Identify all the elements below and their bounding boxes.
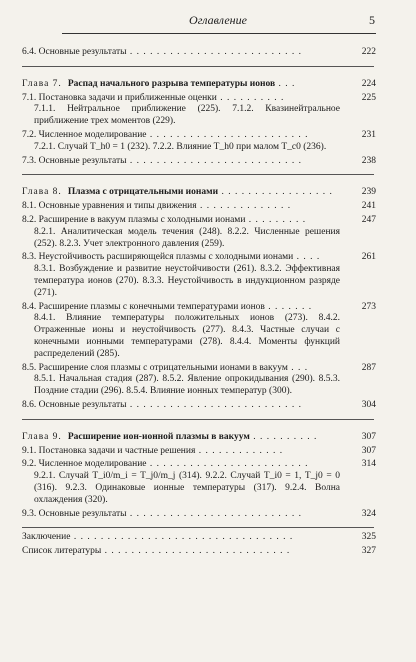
toc-section <box>22 47 374 59</box>
dot-leader: . . . . . . . . . . . . . . . . . . . . . . . . . . <box>126 155 303 166</box>
table-of-contents <box>22 45 374 558</box>
toc-page-number: 314 <box>361 459 376 470</box>
toc-page-number: 224 <box>361 78 376 89</box>
toc-title-text: 7.2. Численное моделирование <box>22 129 147 140</box>
dot-leader: . . . . . . . . . . <box>216 92 285 103</box>
toc-section <box>22 252 374 264</box>
page-header <box>62 13 374 31</box>
separator-rule <box>22 174 374 175</box>
header-title: Оглавление <box>189 13 247 27</box>
toc-page-number: 247 <box>361 214 376 225</box>
toc-title <box>22 446 374 458</box>
toc-subsections <box>22 471 374 506</box>
toc-page-number: 261 <box>361 252 376 263</box>
toc-title-text: 7.3. Основные результаты <box>22 155 127 166</box>
toc-subsections <box>22 374 374 398</box>
dot-leader: . . . . . . . . . . . . . . . . . <box>218 187 333 198</box>
toc-section <box>22 509 374 521</box>
toc-title <box>22 215 374 227</box>
toc-title-text: 8.3. Неустойчивость расширяющейся плазмы с холодными ионами <box>22 252 294 263</box>
separator-rule <box>22 419 374 420</box>
dot-leader: . . . <box>275 78 296 89</box>
toc-title <box>22 93 374 105</box>
toc-section <box>22 93 374 105</box>
toc-page-number: 222 <box>361 47 376 57</box>
toc-section <box>22 201 374 213</box>
toc-title <box>22 532 374 544</box>
toc-title <box>22 156 374 168</box>
toc-title-text: 9.3. Основные результаты <box>22 508 127 519</box>
chapter-number: Глава 9. <box>22 431 62 442</box>
toc-title <box>22 546 374 558</box>
toc-subsection-text: 8.3.1. Возбуждение и развитие неустойчивости (261). 8.3.2. Эффективная температура ионов (270). 8.3.3. Неустойчивость в индукционном разряде (271). <box>34 264 340 298</box>
dot-leader: . . . . . . . . . . <box>249 431 318 442</box>
toc-title-text: 9.1. Постановка задачи и частные решения <box>22 445 196 456</box>
toc-page-number: 324 <box>361 508 376 519</box>
toc-subsection-text: 7.1.1. Нейтральное приближение (225). 7.1.2. Квазинейтральное приближение трех моментов (229). <box>34 104 340 127</box>
chapter-number: Глава 8. <box>22 187 62 198</box>
toc-title <box>22 201 374 213</box>
toc-subsection-text: 8.2.1. Аналитическая модель течения (248). 8.2.2. Численные решения (252). 8.2.3. Учет электронного давления (259). <box>34 226 340 249</box>
toc-title <box>22 400 374 412</box>
toc-page-number: 225 <box>361 92 376 103</box>
toc-page-number: 327 <box>361 546 376 557</box>
dot-leader: . . . . . . . <box>264 301 313 312</box>
header-page-number: 5 <box>369 13 375 27</box>
toc-title <box>22 459 374 471</box>
toc-section <box>22 302 374 314</box>
toc-section <box>22 546 374 558</box>
toc-chapter <box>22 79 374 91</box>
toc-page-number: 307 <box>361 431 376 442</box>
toc-title <box>22 130 374 142</box>
toc-title <box>22 302 374 314</box>
toc-section <box>22 156 374 168</box>
toc-title <box>22 79 374 91</box>
toc-section <box>22 130 374 142</box>
toc-title-text: 9.2. Численное моделирование <box>22 459 147 470</box>
toc-page-number: 307 <box>361 445 376 456</box>
dot-leader: . . . . . . . . . . . . . . . . . . . . . . . . . . . . . . . . . <box>70 532 294 543</box>
toc-section <box>22 215 374 227</box>
dot-leader: . . . . . . . . . . . . . . . . . . . . . . . . . . <box>126 47 303 57</box>
toc-page-number: 304 <box>361 399 376 410</box>
toc-title-text: 6.4. Основные результаты <box>22 47 127 57</box>
toc-page-number: 325 <box>361 532 376 543</box>
toc-subsections <box>22 142 374 154</box>
toc-title <box>22 187 374 199</box>
dot-leader: . . . . . . . . . . . . . . . . . . . . . . . . . . <box>126 399 303 410</box>
toc-page-number: 231 <box>361 129 376 140</box>
dot-leader: . . . . . . . . . . . . . . . . . . . . . . . . <box>146 459 309 470</box>
toc-subsections <box>22 227 374 251</box>
toc-title-text: 7.1. Постановка задачи и приближенные оценки <box>22 92 217 103</box>
toc-title-text: Расширение ион-ионной плазмы в вакуум <box>67 431 250 442</box>
toc-chapter <box>22 187 374 199</box>
toc-title-text: Заключение <box>22 532 71 543</box>
toc-title-text: Распад начального разрыва температуры ионов <box>67 78 276 89</box>
toc-title-text: Плазма с отрицательными ионами <box>67 187 219 198</box>
toc-title-text: Список литературы <box>22 546 102 557</box>
toc-subsection-text: 9.2.1. Случай T_i0/m_i = T_j0/m_j (314). 9.2.2. Случай T_i0 = 1, T_j0 = 0 (316). 9.2.3. Одинаковые ионные температуры (317). 9.2.4. Волна охлаждения (320). <box>34 471 340 505</box>
toc-title <box>22 363 374 375</box>
dot-leader: . . . <box>287 362 309 373</box>
dot-leader: . . . . . . . . . . . . . . <box>196 201 292 212</box>
toc-title-text: 8.6. Основные результаты <box>22 399 127 410</box>
dot-leader: . . . . <box>293 252 321 263</box>
toc-page-number: 241 <box>361 201 376 212</box>
toc-page-number: 238 <box>361 155 376 166</box>
header-rule <box>62 33 376 34</box>
toc-subsections <box>22 264 374 299</box>
toc-page-number: 273 <box>361 301 376 312</box>
toc-section <box>22 363 374 375</box>
toc-chapter <box>22 432 374 444</box>
toc-title-text: 8.4. Расширение плазмы с конечными температурами ионов <box>22 301 265 312</box>
toc-section <box>22 400 374 412</box>
chapter-number: Глава 7. <box>22 78 62 89</box>
toc-subsections <box>22 313 374 360</box>
toc-subsections <box>22 104 374 128</box>
toc-section <box>22 446 374 458</box>
separator-rule <box>22 66 374 67</box>
toc-subsection-text: 8.4.1. Влияние температуры положительных ионов (273). 8.4.2. Отраженные ионы и неустойчивость (277). 8.4.3. Частные случаи с конечными ионными температурами (278). 8.4.4. Моменты функций распределений (285). <box>34 313 340 359</box>
toc-title <box>22 509 374 521</box>
toc-section <box>22 459 374 471</box>
toc-title <box>22 432 374 444</box>
toc-title <box>22 47 374 59</box>
toc-subsection-text: 7.2.1. Случай T_h0 = 1 (232). 7.2.2. Влияние T_h0 при малом T_c0 (236). <box>34 141 327 152</box>
dot-leader: . . . . . . . . . <box>245 214 307 225</box>
dot-leader: . . . . . . . . . . . . . <box>195 445 284 456</box>
toc-section <box>22 532 374 544</box>
separator-rule <box>22 527 374 528</box>
toc-title <box>22 252 374 264</box>
dot-leader: . . . . . . . . . . . . . . . . . . . . . . . . <box>146 129 309 140</box>
toc-page-number: 239 <box>361 187 376 198</box>
toc-title-text: 8.1. Основные уравнения и типы движения <box>22 201 197 212</box>
toc-title-text: 8.2. Расширение в вакуум плазмы с холодными ионами <box>22 214 246 225</box>
toc-title-text: 8.5. Расширение слоя плазмы с отрицательными ионами в вакуум <box>22 362 288 373</box>
dot-leader: . . . . . . . . . . . . . . . . . . . . . . . . . . <box>126 508 303 519</box>
dot-leader: . . . . . . . . . . . . . . . . . . . . . . . . . . . . <box>101 546 291 557</box>
toc-page-number: 287 <box>361 362 376 373</box>
toc-subsection-text: 8.5.1. Начальная стадия (287). 8.5.2. Явление опрокидывания (290). 8.5.3. Поздние стадии (296). 8.5.4. Влияние ионных температур (300). <box>34 374 340 397</box>
